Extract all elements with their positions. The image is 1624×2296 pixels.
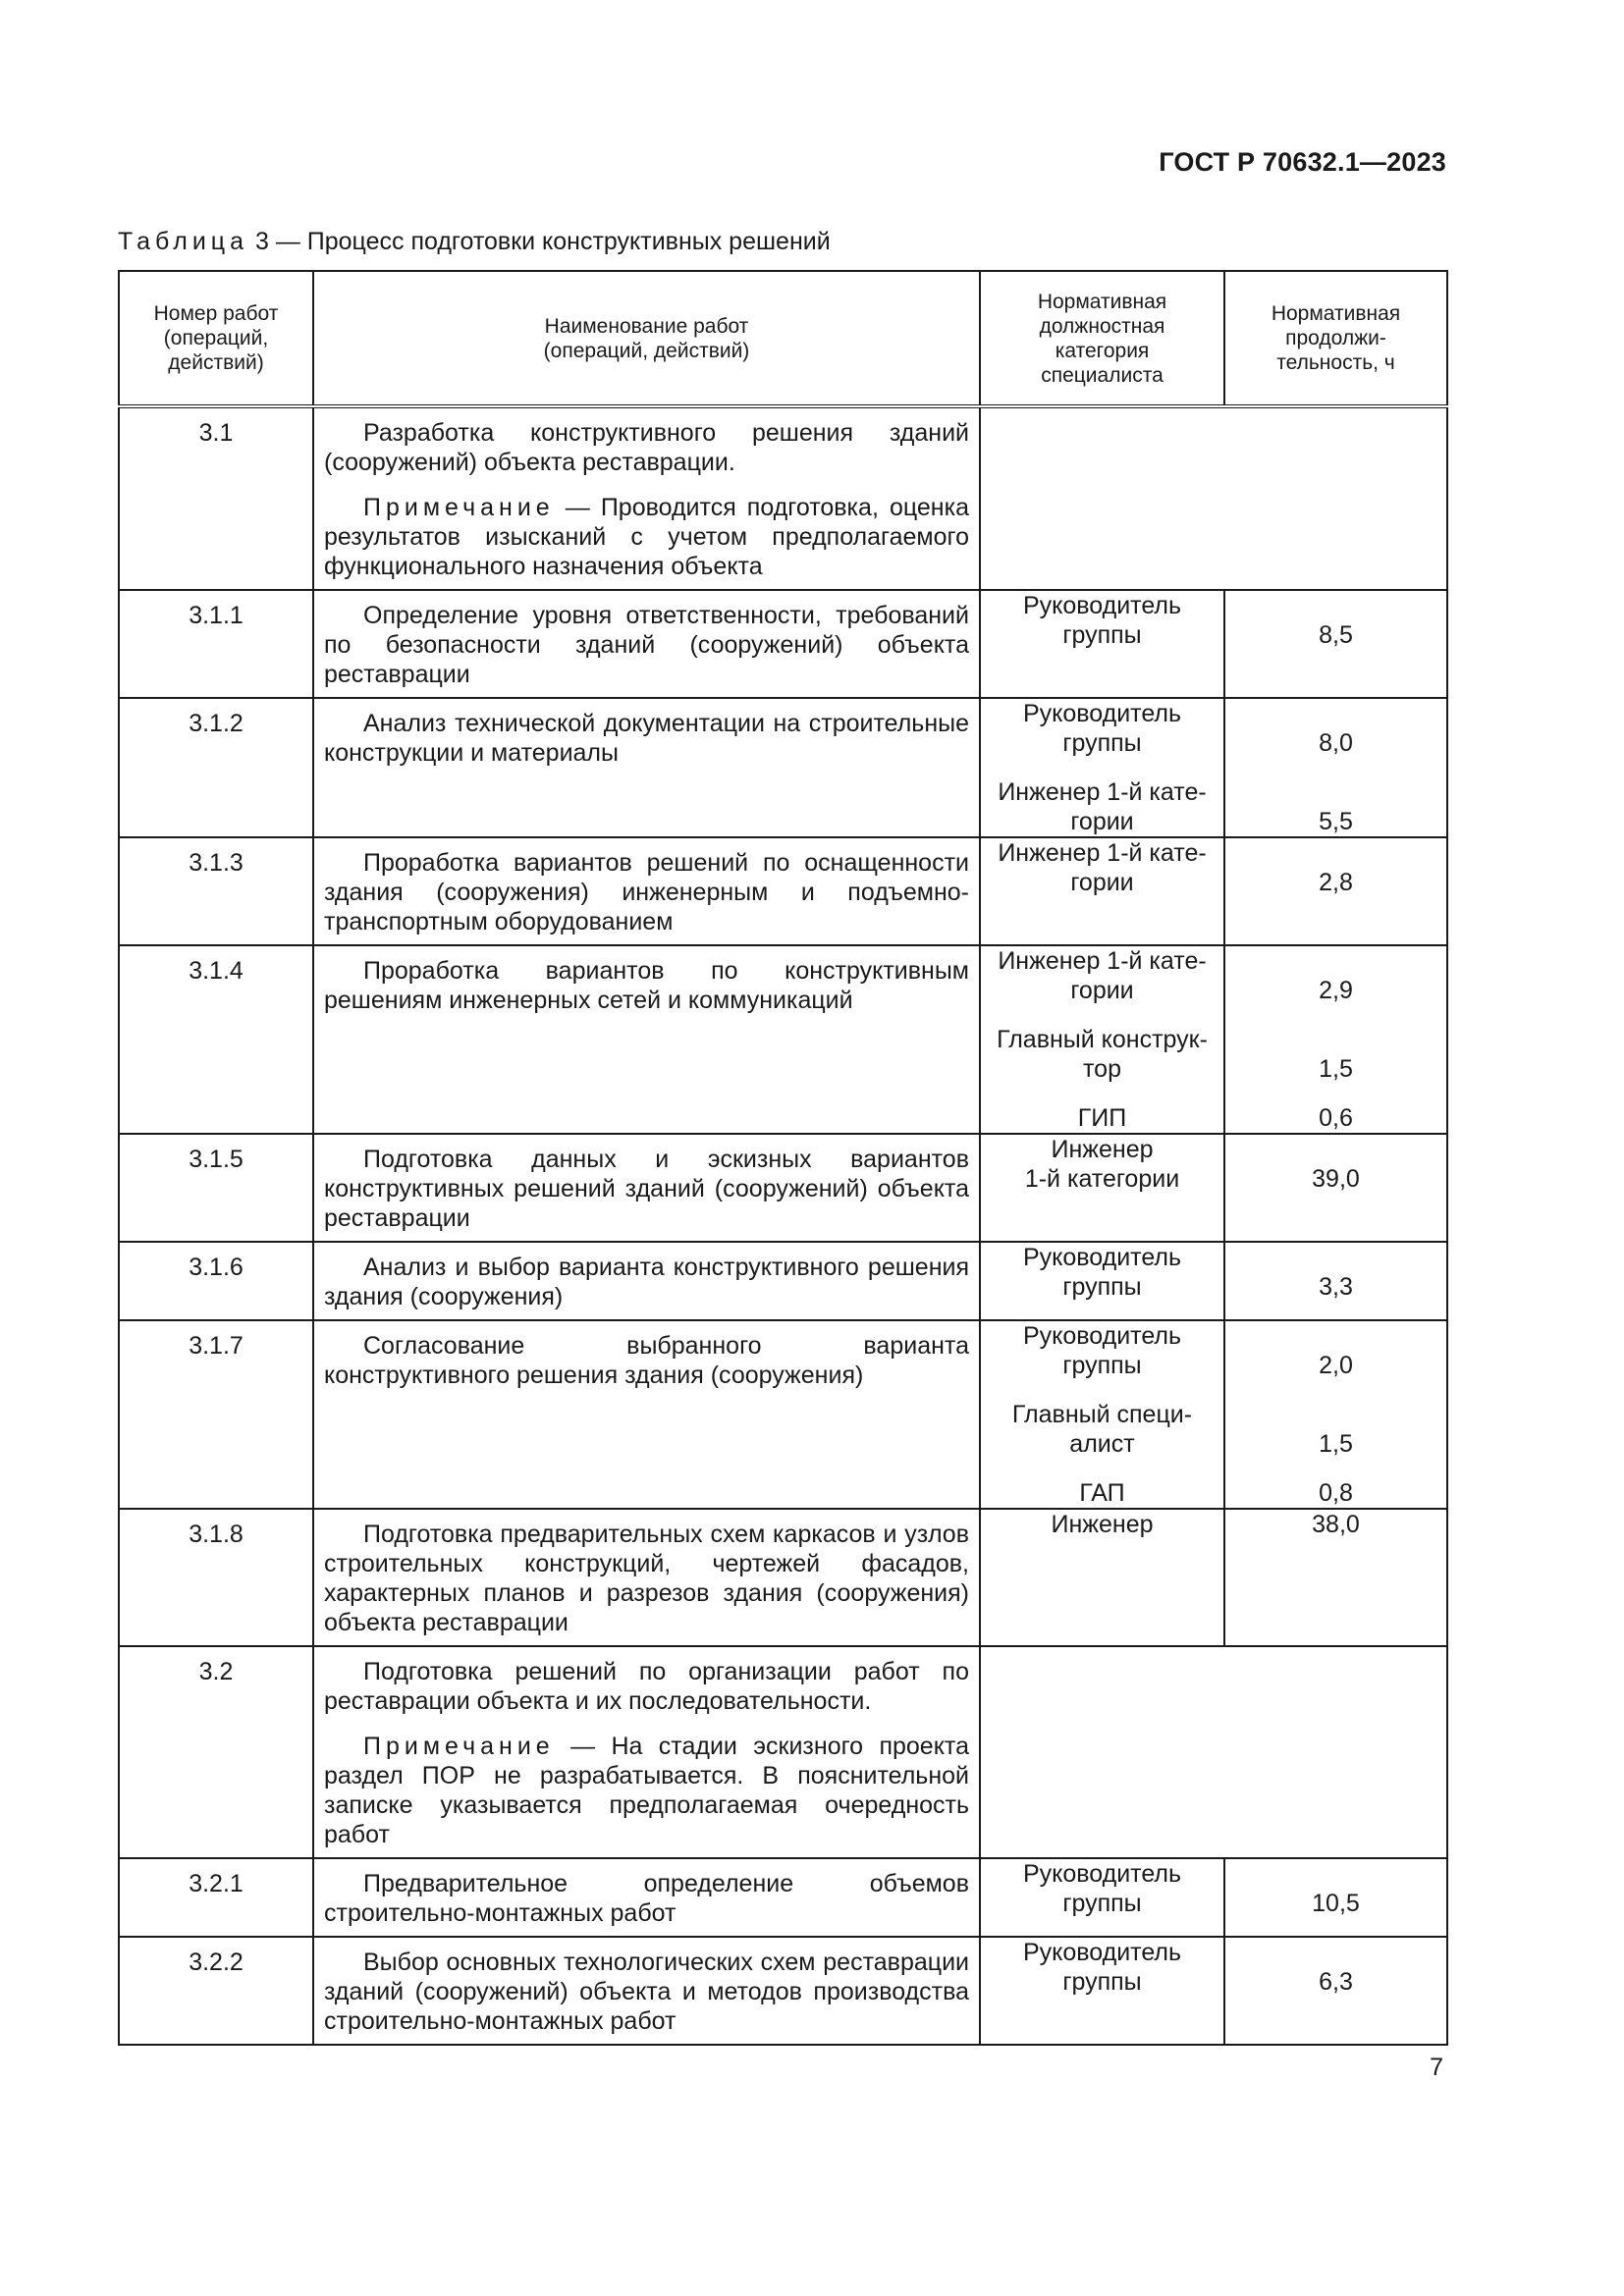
row-specialist-category <box>980 590 1224 698</box>
row-number: 3.1.1 <box>119 590 313 698</box>
duration-entry <box>1225 838 1446 897</box>
category-entry <box>981 1938 1223 1997</box>
row-duration <box>1224 1320 1447 1509</box>
duration-value: 0,8 <box>1319 1479 1353 1507</box>
table-row <box>119 837 1447 945</box>
row-number: 3.1.2 <box>119 698 313 837</box>
work-name-text: Предварительное определение объемов строительно-монтажных работ <box>324 1870 969 1927</box>
duration-entry <box>1225 1938 1446 1997</box>
category-line: ГАП <box>1079 1479 1125 1507</box>
category-entry <box>981 591 1223 650</box>
category-entry <box>981 1321 1223 1380</box>
note-label: Примечание <box>363 494 555 521</box>
category-line: Руководитель <box>1022 1244 1182 1271</box>
row-number: 3.2.1 <box>119 1858 313 1937</box>
category-line: Инженер <box>1051 1511 1154 1538</box>
category-line: группы <box>1062 1352 1142 1379</box>
category-line: Руководитель <box>1022 1939 1182 1966</box>
row-note <box>324 493 969 581</box>
duration-spacer <box>1225 777 1446 807</box>
note-text: — На стадии эскизного проекта раздел ПОР не разрабатывается. В пояснительной записке указывается предполагаемая очередность работ <box>324 1733 969 1848</box>
table-caption <box>118 228 831 256</box>
category-line: группы <box>1062 1968 1142 1996</box>
category-line: гории <box>1070 977 1134 1004</box>
category-line: Руководитель <box>1022 1322 1182 1350</box>
row-number: 3.1.6 <box>119 1242 313 1320</box>
row-work-name <box>313 1509 980 1646</box>
category-line: тор <box>1083 1055 1121 1083</box>
duration-value: 2,0 <box>1319 1352 1353 1379</box>
row-work-name <box>313 1646 980 1858</box>
row-empty-cell <box>980 406 1447 590</box>
row-number: 3.1.3 <box>119 837 313 945</box>
work-name-text: Подготовка предварительных схем каркасов и узлов строительных конструкций, чертежей фасадов, характерных планов и разрезов здания (сооружения) объекта реставрации <box>324 1521 969 1636</box>
category-entry <box>981 1400 1223 1459</box>
row-number: 3.1.8 <box>119 1509 313 1646</box>
work-name-text: Проработка вариантов по конструктивным решениям инженерных сетей и коммуникаций <box>324 957 969 1014</box>
col-header-duration: Нормативная продолжи- тельность, ч <box>1224 271 1447 406</box>
row-specialist-category <box>980 1937 1224 2045</box>
table-row <box>119 1646 1447 1858</box>
category-line: Инженер 1-й кате- <box>998 778 1207 806</box>
row-specialist-category <box>980 1134 1224 1242</box>
work-name-text: Анализ технической документации на строительные конструкции и материалы <box>324 710 969 767</box>
duration-spacer <box>1225 1938 1446 1967</box>
row-duration <box>1224 837 1447 945</box>
table-row <box>119 1937 1447 2045</box>
row-work-name <box>313 406 980 590</box>
category-line: гории <box>1070 869 1134 896</box>
row-duration <box>1224 1858 1447 1937</box>
category-line: Руководитель <box>1022 700 1182 727</box>
category-line: Инженер <box>1051 1136 1154 1163</box>
row-duration <box>1224 1937 1447 2045</box>
page-number: 7 <box>1430 2054 1443 2081</box>
category-entry <box>981 1135 1223 1194</box>
row-specialist-category <box>980 1320 1224 1509</box>
category-line: группы <box>1062 729 1142 757</box>
row-work-name <box>313 1134 980 1242</box>
duration-entry <box>1225 1510 1446 1539</box>
table-row <box>119 1858 1447 1937</box>
row-duration <box>1224 1134 1447 1242</box>
table-row <box>119 698 1447 837</box>
category-line: Руководитель <box>1022 592 1182 619</box>
row-empty-cell <box>980 1646 1447 1858</box>
duration-entry <box>1225 1243 1446 1302</box>
category-entry <box>981 1510 1223 1539</box>
row-number: 3.2.2 <box>119 1937 313 2045</box>
duration-entry <box>1225 591 1446 650</box>
duration-entry <box>1225 1859 1446 1918</box>
duration-spacer <box>1225 838 1446 868</box>
row-work-name <box>313 1320 980 1509</box>
row-specialist-category <box>980 1509 1224 1646</box>
table-caption-label: Таблица <box>118 228 249 255</box>
duration-entry <box>1225 1400 1446 1459</box>
row-work-name <box>313 837 980 945</box>
duration-entry <box>1225 1478 1446 1508</box>
row-duration <box>1224 698 1447 837</box>
duration-value: 39,0 <box>1312 1165 1360 1193</box>
document-code: ГОСТ Р 70632.1—2023 <box>1159 147 1446 177</box>
table-caption-text: 3 — Процесс подготовки конструктивных решений <box>254 228 831 255</box>
category-entry <box>981 699 1223 758</box>
category-line: группы <box>1062 1273 1142 1301</box>
duration-spacer <box>1225 699 1446 728</box>
work-name-text: Подготовка данных и эскизных вариантов конструктивных решений зданий (сооружений) объекта реставрации <box>324 1146 969 1232</box>
note-text: — Проводится подготовка, оценка результатов изысканий с учетом предполагаемого функционального назначения объекта <box>324 494 969 580</box>
duration-value: 8,5 <box>1319 621 1353 649</box>
duration-entry <box>1225 699 1446 758</box>
row-number: 3.2 <box>119 1646 313 1858</box>
work-name-text: Согласование выбранного варианта конструктивного решения здания (сооружения) <box>324 1332 969 1389</box>
row-specialist-category <box>980 698 1224 837</box>
duration-value: 8,0 <box>1319 729 1353 757</box>
category-entry <box>981 1103 1223 1133</box>
category-line: алист <box>1069 1430 1135 1458</box>
duration-entry <box>1225 1025 1446 1084</box>
category-entry <box>981 838 1223 897</box>
duration-spacer <box>1225 946 1446 976</box>
duration-spacer <box>1225 1243 1446 1272</box>
category-entry <box>981 946 1223 1005</box>
row-duration <box>1224 590 1447 698</box>
category-line: ГИП <box>1077 1104 1127 1132</box>
row-number: 3.1 <box>119 406 313 590</box>
row-duration <box>1224 1509 1447 1646</box>
row-work-name <box>313 698 980 837</box>
row-number: 3.1.4 <box>119 945 313 1134</box>
duration-value: 0,6 <box>1319 1104 1353 1132</box>
duration-entry <box>1225 1321 1446 1380</box>
work-name-text: Определение уровня ответственности, требований по безопасности зданий (сооружений) объекта реставрации <box>324 602 969 688</box>
row-work-name <box>313 945 980 1134</box>
duration-value: 38,0 <box>1312 1511 1360 1538</box>
category-entry <box>981 1859 1223 1918</box>
duration-spacer <box>1225 1135 1446 1164</box>
duration-entry <box>1225 1103 1446 1133</box>
table-row <box>119 406 1447 590</box>
category-line: Инженер 1-й кате- <box>998 839 1207 867</box>
duration-entry <box>1225 777 1446 836</box>
table-header-row <box>119 271 1447 406</box>
work-name-text: Разработка конструктивного решения зданий (сооружений) объекта реставрации. <box>324 419 969 476</box>
duration-value: 10,5 <box>1312 1890 1360 1917</box>
row-specialist-category <box>980 1858 1224 1937</box>
duration-spacer <box>1225 1025 1446 1054</box>
duration-spacer <box>1225 591 1446 620</box>
duration-value: 6,3 <box>1319 1968 1353 1996</box>
row-specialist-category <box>980 837 1224 945</box>
work-name-text: Проработка вариантов решений по оснащенности здания (сооружения) инженерным и подъемно-транспортным оборудованием <box>324 849 969 935</box>
row-duration <box>1224 945 1447 1134</box>
duration-entry <box>1225 946 1446 1005</box>
note-label: Примечание <box>363 1733 555 1760</box>
row-work-name <box>313 1937 980 2045</box>
row-specialist-category <box>980 1242 1224 1320</box>
category-entry <box>981 1478 1223 1508</box>
row-number: 3.1.7 <box>119 1320 313 1509</box>
duration-value: 3,3 <box>1319 1273 1353 1301</box>
duration-entry <box>1225 1135 1446 1194</box>
row-work-name <box>313 1242 980 1320</box>
work-name-text: Анализ и выбор варианта конструктивного решения здания (сооружения) <box>324 1254 969 1310</box>
row-work-name <box>313 1858 980 1937</box>
duration-value: 5,5 <box>1319 808 1353 835</box>
table-row <box>119 1134 1447 1242</box>
works-table <box>118 270 1448 2046</box>
table-row <box>119 945 1447 1134</box>
duration-spacer <box>1225 1321 1446 1351</box>
category-line: группы <box>1062 621 1142 649</box>
row-number: 3.1.5 <box>119 1134 313 1242</box>
category-line: 1-й категории <box>1024 1165 1180 1193</box>
row-work-name <box>313 590 980 698</box>
duration-value: 2,9 <box>1319 977 1353 1004</box>
duration-value: 2,8 <box>1319 869 1353 896</box>
table-row <box>119 590 1447 698</box>
category-line: группы <box>1062 1890 1142 1917</box>
category-line: Главный специ- <box>1011 1401 1193 1428</box>
col-header-name: Наименование работ (операций, действий) <box>313 271 980 406</box>
table-row <box>119 1509 1447 1646</box>
work-name-text: Выбор основных технологических схем реставрации зданий (сооружений) объекта и методов производства строительно-монтажных работ <box>324 1949 969 2035</box>
row-specialist-category <box>980 945 1224 1134</box>
category-line: Инженер 1-й кате- <box>998 947 1207 975</box>
table-row <box>119 1242 1447 1320</box>
category-line: Главный конструк- <box>997 1026 1208 1053</box>
col-header-num: Номер работ (операций, действий) <box>119 271 313 406</box>
duration-value: 1,5 <box>1319 1055 1353 1083</box>
category-line: Руководитель <box>1022 1860 1182 1888</box>
row-duration <box>1224 1242 1447 1320</box>
category-entry <box>981 1025 1223 1084</box>
category-line: гории <box>1070 808 1134 835</box>
work-name-text: Подготовка решений по организации работ по реставрации объекта и их последовательности. <box>324 1658 969 1715</box>
col-header-category: Нормативная должностная категория специалиста <box>980 271 1224 406</box>
duration-spacer <box>1225 1400 1446 1429</box>
category-entry <box>981 777 1223 836</box>
category-entry <box>981 1243 1223 1302</box>
duration-spacer <box>1225 1859 1446 1889</box>
table-row <box>119 1320 1447 1509</box>
duration-value: 1,5 <box>1319 1430 1353 1458</box>
row-note <box>324 1732 969 1849</box>
